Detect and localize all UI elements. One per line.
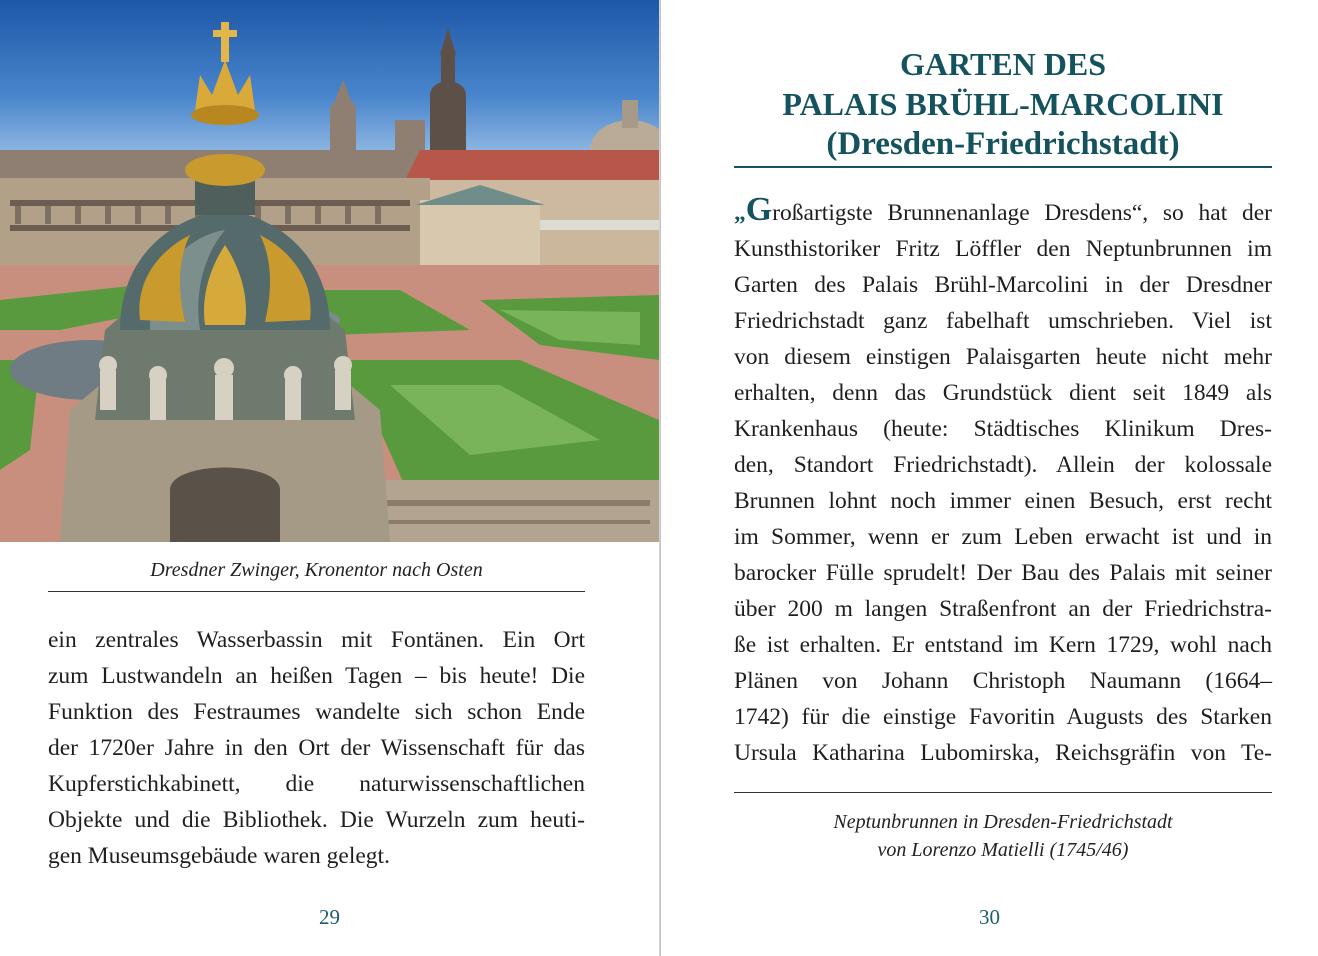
body-text-left [48,622,585,874]
photo-caption-right [734,808,1272,864]
text-line: über 200 m langen Straßenfront an der Friedrichstra- [734,596,1272,622]
text-line: Brunnen lohnt noch immer einen Besuch, erst recht [734,488,1272,514]
text-line: 1742) für die einstige Favoritin Augusts des Starken [734,704,1272,730]
text-line: Plänen von Johann Christoph Naumann (1664– [734,668,1272,694]
title-line-subtitle: (Dresden-Friedrichstadt) [826,126,1180,162]
caption-rule-right [734,792,1272,793]
text-line: Kunsthistoriker Fritz Löffler den Neptunbrunnen im [734,236,1272,262]
text-line: Objekte und die Bibliothek. Die Wurzeln zum heuti- [48,807,585,833]
text-line: der 1720er Jahre in den Ort der Wissenschaft für das [48,735,585,761]
caption-line: Neptunbrunnen in Dresden-Friedrichstadt [833,811,1173,833]
text-line: gen Museumsgebäude waren gelegt. [48,843,390,869]
title-rule [734,166,1272,168]
text-line: ße ist erhalten. Er entstand im Kern 1729, wohl nach [734,632,1272,658]
first-line-text: roßartigste Brunnenanlage Dresdens“, so hat der [772,200,1272,226]
text-line: ein zentrales Wasserbassin mit Fontänen. Ein Ort [48,627,585,653]
initial-letter: G [745,191,773,228]
photo-caption-left: Dresdner Zwinger, Kronentor nach Osten [150,559,483,581]
body-text-right [734,192,1272,771]
text-line: Funktion des Festraumes wandelte sich schon Ende [48,699,585,725]
caption-line: von Lorenzo Matielli (1745/46) [877,839,1129,861]
text-line: Friedrichstadt ganz fabelhaft umschrieben. Viel ist [734,308,1272,334]
text-line: den, Standort Friedrichstadt). Allein der kolossale [734,452,1272,478]
page-number-right: 30 [979,905,1000,929]
text-line: erhalten, denn das Grundstück dient seit 1849 als [734,380,1272,406]
chapter-title [734,44,1272,164]
opening-quote-mark: „ [734,200,746,226]
title-line: PALAIS BRÜHL-MARCOLINI [782,86,1224,122]
title-line: GARTEN DES [899,46,1107,82]
text-line: Garten des Palais Brühl-Marcolini in der Dresdner [734,272,1272,298]
text-line: barocker Fülle sprudelt! Der Bau des Palais mit seiner [734,560,1272,586]
text-line: Krankenhaus (heute: Städtisches Klinikum Dres- [734,416,1272,442]
right-page [661,0,1318,956]
photo-illustration [0,0,659,542]
text-line: im Sommer, wenn er zum Leben erwacht ist und in [734,524,1272,550]
caption-rule-left [48,591,585,592]
text-line: von diesem einstigen Palaisgarten heute nicht mehr [734,344,1272,370]
text-line: Kupferstichkabinett, die naturwissenschaftlichen [48,771,585,797]
text-line: Ursula Katharina Lubomirska, Reichsgräfin von Te- [734,740,1272,766]
photo-dresdner-zwinger [0,0,659,542]
text-line: zum Lustwandeln an heißen Tagen – bis heute! Die [48,663,585,689]
text-line-first [734,192,1272,231]
page-number-left: 29 [319,905,340,929]
